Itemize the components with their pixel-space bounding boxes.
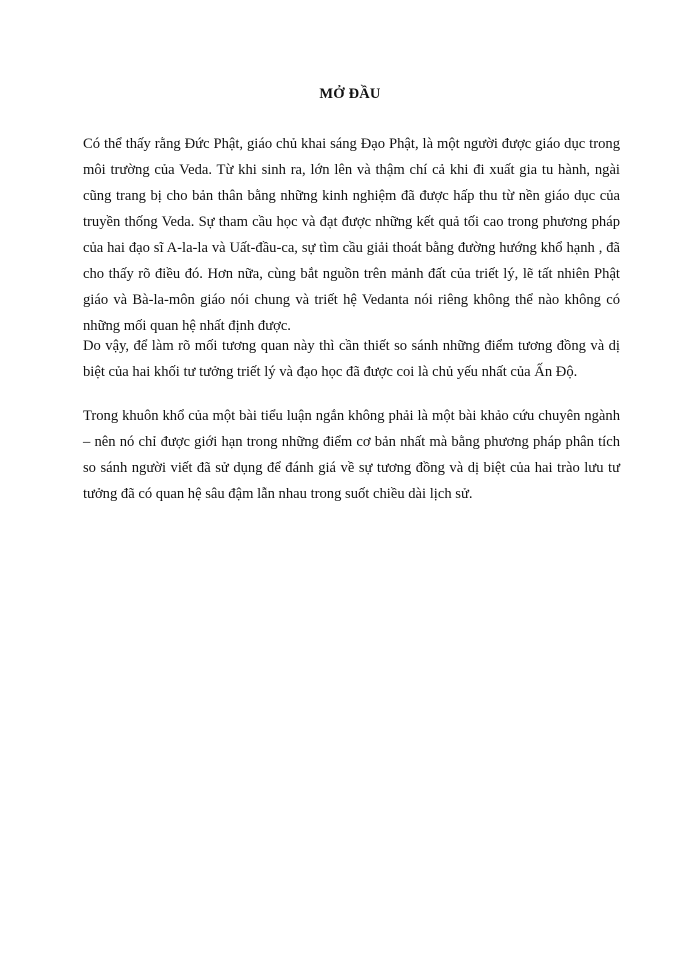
paragraph-1: Có thể thấy rằng Đức Phật, giáo chủ khai sáng Đạo Phật, là một người được giáo dục trong môi trường của Veda. Từ khi sinh ra, lớn lên và thậm chí cả khi đi xuất gia tu hành, ngài cũng trang bị cho bản thân bằng những kinh nghiệm đã được hấp thu từ nền giáo dục của truyền thống Veda. Sự tham cầu học và đạt được những kết quả tối cao trong phương pháp của hai đạo sĩ A-la-la và Uất-đầu-ca, sự tìm cầu giải thoát bằng đường hướng khổ hạnh , đã cho thấy rõ điều đó. Hơn nữa, cùng bắt nguồn trên mảnh đất của triết lý, lẽ tất nhiên Phật giáo và Bà-la-môn giáo nói chung và triết hệ Vedanta nói riêng không thể nào không có những mối quan hệ nhất định được. bbox=[83, 136, 620, 334]
page-title: MỞ ĐẦU bbox=[319, 86, 381, 102]
paragraph-2: Do vậy, để làm rõ mối tương quan này thì cần thiết so sánh những điểm tương đồng và dị biệt của hai khối tư tưởng triết lý và đạo học đã được coi là chủ yếu nhất của Ấn Độ. bbox=[83, 338, 620, 380]
paragraph-3: Trong khuôn khổ của một bài tiểu luận ngắn không phải là một bài khảo cứu chuyên ngành – nên nó chỉ được giới hạn trong những điểm cơ bản nhất mà bằng phương pháp phân tích so sánh người viết đã sử dụng để đánh giá về sự tương đồng và dị biệt của hai trào lưu tư tưởng đã có quan hệ sâu đậm lẫn nhau trong suốt chiều dài lịch sử. bbox=[83, 408, 620, 502]
